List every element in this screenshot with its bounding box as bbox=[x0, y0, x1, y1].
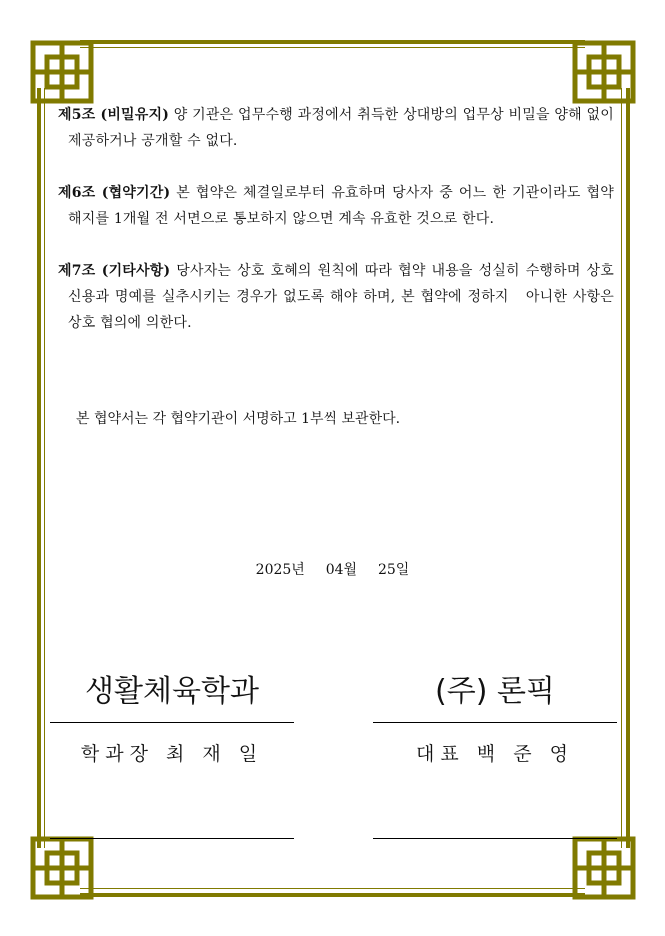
party-name: 생활체육학과 bbox=[85, 674, 259, 709]
frame-top-inner bbox=[80, 47, 585, 48]
article-body: 본 협약은 체결일로부터 유효하며 당사자 중 어느 한 기관이라도 협약 해지를 1개월 전 서면으로 통보하지 않으면 계속 유효한 것으로 한다. bbox=[68, 185, 614, 227]
corner-ornament-top-right bbox=[572, 40, 636, 104]
article-heading: 제6조 (협약기간) bbox=[58, 185, 171, 201]
frame-bottom bbox=[80, 893, 585, 897]
closing-statement: 본 협약서는 각 협약기관이 서명하고 1부씩 보관한다. bbox=[76, 411, 401, 427]
article-heading: 제5조 (비밀유지) bbox=[58, 107, 170, 123]
party-divider bbox=[373, 722, 617, 723]
signature-line-right bbox=[373, 838, 617, 839]
article-body: 양 기관은 업무수행 과정에서 취득한 상대방의 업무상 비밀을 양해 없이 제공하거나 공개할 수 없다. bbox=[68, 107, 614, 149]
article-7 bbox=[58, 258, 619, 336]
agreement-articles bbox=[58, 102, 619, 362]
party-signer: 대표 백 준 영 bbox=[416, 743, 574, 765]
article-body: 당사자는 상호 호혜의 원칙에 따라 협약 내용을 성실히 수행하며 상호 신용과 명예를 실추시키는 경우가 없도록 해야 하며, 본 협약에 정하지 아니한 사항은 상호 협의에 의한다. bbox=[68, 263, 619, 331]
agreement-date: 2025년 04월 25일 bbox=[255, 562, 410, 578]
frame-top bbox=[80, 40, 585, 44]
party-signer: 학과장 최 재 일 bbox=[80, 743, 264, 765]
frame-left bbox=[37, 88, 41, 848]
party-divider bbox=[50, 722, 294, 723]
article-6 bbox=[58, 180, 614, 232]
corner-ornament-bottom-right bbox=[572, 836, 636, 900]
frame-bottom-inner bbox=[80, 888, 585, 889]
party-name: (주) 론픽 bbox=[435, 674, 555, 709]
signature-line-left bbox=[50, 838, 294, 839]
party-left bbox=[50, 672, 294, 766]
party-right bbox=[373, 672, 617, 766]
article-5 bbox=[58, 102, 614, 154]
frame-left-inner bbox=[44, 88, 45, 848]
corner-ornament-top-left bbox=[30, 40, 94, 104]
corner-ornament-bottom-left bbox=[30, 836, 94, 900]
frame-right-inner bbox=[621, 88, 622, 848]
article-heading: 제7조 (기타사항) bbox=[58, 263, 171, 279]
frame-right bbox=[626, 88, 630, 848]
